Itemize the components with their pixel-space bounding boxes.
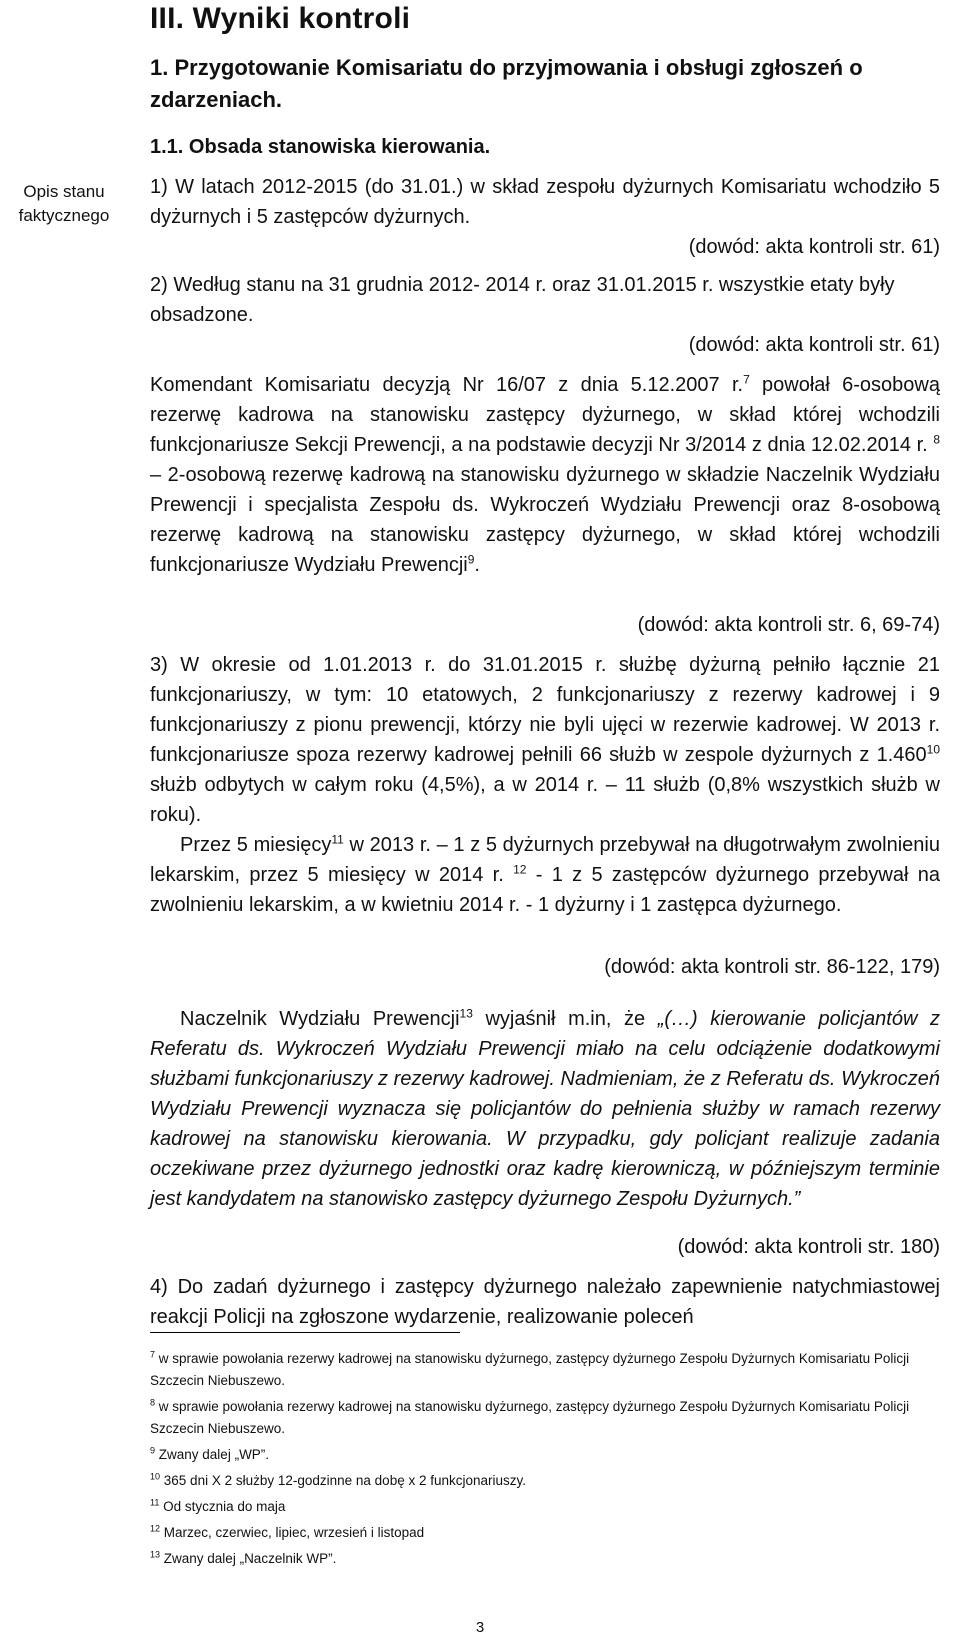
evidence-5: (dowód: akta kontroli str. 180) <box>677 1236 940 1258</box>
footnote-10 <box>150 1470 940 1492</box>
paragraph-4 <box>150 650 940 830</box>
paragraph-6-quote: „(…) kierowanie policjantów z Referatu ds. Wykroczeń Wydziału Prewencji miało na celu odciążenie dodatkowymi służbami funkcjonariuszy z rezerwy kadrowej. Nadmieniam, że z Referatu ds. Wykroczeń Wydziału Prewencji wyznacza się policjantów do pełnienia służby w ramach rezerwy kadrowej na stanowisku kierowania. W przypadku, gdy policjant realizuje zadania oczekiwane przez dyżurnego jednostki oraz kadrę kierowniczą, w późniejszym terminie jest kandydatem na stanowisko zastępcy dyżurnego Zespołu Dyżurnych.” <box>150 1008 941 1210</box>
footnote-number: 9 <box>150 1445 156 1456</box>
footnote-text: 365 dni X 2 służby 12-godzinne na dobę x 2 funkcjonariuszy. <box>163 1473 527 1488</box>
footnote-number: 8 <box>150 1397 156 1408</box>
subsection-title: 1. Przygotowanie Komisariatu do przyjmowania i obsługi zgłoszeń o zdarzeniach. <box>150 55 863 112</box>
paragraph-3-part-b: powołał 6-osobową rezerwę kadrowa na stanowisku zastępcy dyżurnego, w skład której wchodzili funkcjonariusze Sekcji Prewencji, a na podstawie decyzji Nr 3/2014 z dnia 12.02.2014 r. <box>150 374 940 456</box>
section-title: III. Wyniki kontroli <box>150 2 411 35</box>
footnote-text: Zwany dalej „WP”. <box>158 1447 270 1462</box>
paragraph-4-part-b: służb odbytych w całym roku (4,5%), a w 2014 r. – 11 służb (0,8% wszystkich służb w roku). <box>150 774 940 826</box>
paragraph-5-part-b: w 2013 r. – 1 z 5 dyżurnych przebywał na długotrwałym zwolnieniu lekarskim, przez 5 miesięcy w 2014 r. <box>150 834 940 886</box>
footnote-text: w sprawie powołania rezerwy kadrowej na stanowisku dyżurnego, zastępcy dyżurnego Zespołu Dyżurnych Komisariatu Policji Szczecin Niebuszewo. <box>150 1351 910 1388</box>
paragraph-3-part-d: . <box>474 554 480 576</box>
footnote-number: 11 <box>150 1497 160 1508</box>
paragraph-6 <box>150 1004 940 1214</box>
footnote-ref-9: 9 <box>467 552 475 567</box>
footnote-text: Zwany dalej „Naczelnik WP”. <box>163 1551 337 1566</box>
footnote-ref-8: 8 <box>933 432 940 447</box>
paragraph-6-part-b: wyjaśnił m.in, że <box>472 1008 658 1030</box>
footnote-ref-7: 7 <box>743 372 750 387</box>
page-number: 3 <box>475 1619 485 1636</box>
footnote-number: 7 <box>150 1349 156 1360</box>
footnote-number: 13 <box>150 1549 161 1560</box>
paragraph-2: 2) Według stanu na 31 grudnia 2012- 2014 r. oraz 31.01.2015 r. wszystkie etaty były obsadzone. <box>150 274 895 326</box>
footnote-ref-10: 10 <box>926 742 940 757</box>
paragraph-5-part-a: Przez 5 miesięcy <box>180 834 332 856</box>
footnote-number: 12 <box>150 1523 161 1534</box>
footnote-text: Marzec, czerwiec, lipiec, wrzesień i listopad <box>163 1525 425 1540</box>
paragraph-6-part-a: Naczelnik Wydziału Prewencji <box>180 1008 460 1030</box>
paragraph-5-part-c: - 1 z 5 zastępców dyżurnego przebywał na zwolnieniu lekarskim, a w kwietniu 2014 r. - 1 dyżurny i 1 zastępca dyżurnego. <box>150 864 940 916</box>
footnote-13 <box>150 1548 940 1570</box>
footnote-12 <box>150 1522 940 1544</box>
paragraph-3-part-a: Komendant Komisariatu decyzją Nr 16/07 z dnia 5.12.2007 r. <box>150 374 744 396</box>
paragraph-3-part-c: – 2-osobową rezerwę kadrową na stanowisku dyżurnego w składzie Naczelnik Wydziału Prewencji i specjalista Zespołu ds. Wykroczeń Wydziału Prewencji oraz 8-osobową rezerwę kadrową na stanowisku zastępcy dyżurnego, w skład której wchodzili funkcjonariusze Wydziału Prewencji <box>150 464 940 576</box>
footnote-text: Od stycznia do maja <box>163 1499 286 1514</box>
evidence-2: (dowód: akta kontroli str. 61) <box>688 334 940 356</box>
footnote-9 <box>150 1444 940 1466</box>
paragraph-4-part-a: 3) W okresie od 1.01.2013 r. do 31.01.2015 r. służbę dyżurną pełniło łącznie 21 funkcjonariuszy, w tym: 10 etatowych, 2 funkcjonariuszy z rezerwy kadrowej i 9 funkcjonariuszy z pionu prewencji, którzy nie byli ujęci w rezerwie kadrowej. W 2013 r. funkcjonariusze spoza rezerwy kadrowej pełnili 66 służb w zespole dyżurnych z 1.460 <box>150 654 940 766</box>
footnote-ref-13: 13 <box>459 1006 473 1021</box>
margin-note: Opis stanu faktycznego <box>18 182 110 225</box>
footnote-ref-11: 11 <box>331 832 344 847</box>
footnote-8 <box>150 1396 940 1440</box>
footnote-11 <box>150 1496 940 1518</box>
subsubsection-title: 1.1. Obsada stanowiska kierowania. <box>150 136 491 158</box>
footnote-text: w sprawie powołania rezerwy kadrowej na stanowisku dyżurnego, zastępcy dyżurnego Zespołu Dyżurnych Komisariatu Policji Szczecin Niebuszewo. <box>150 1399 910 1436</box>
footnote-number: 10 <box>150 1471 161 1482</box>
evidence-3: (dowód: akta kontroli str. 6, 69-74) <box>637 614 940 636</box>
paragraph-5 <box>150 830 940 920</box>
paragraph-1: 1) W latach 2012-2015 (do 31.01.) w skład zespołu dyżurnych Komisariatu wchodziło 5 dyżurnych i 5 zastępców dyżurnych. <box>150 176 940 228</box>
footnote-7 <box>150 1348 940 1392</box>
paragraph-7: 4) Do zadań dyżurnego i zastępcy dyżurnego należało zapewnienie natychmiastowej reakcji Policji na zgłoszone wydarzenie, realizowanie poleceń <box>150 1276 940 1328</box>
footnote-separator <box>150 1332 460 1333</box>
footnote-ref-12: 12 <box>513 862 527 877</box>
evidence-1: (dowód: akta kontroli str. 61) <box>688 236 940 258</box>
paragraph-3 <box>150 370 940 580</box>
evidence-4: (dowód: akta kontroli str. 86-122, 179) <box>604 956 940 978</box>
